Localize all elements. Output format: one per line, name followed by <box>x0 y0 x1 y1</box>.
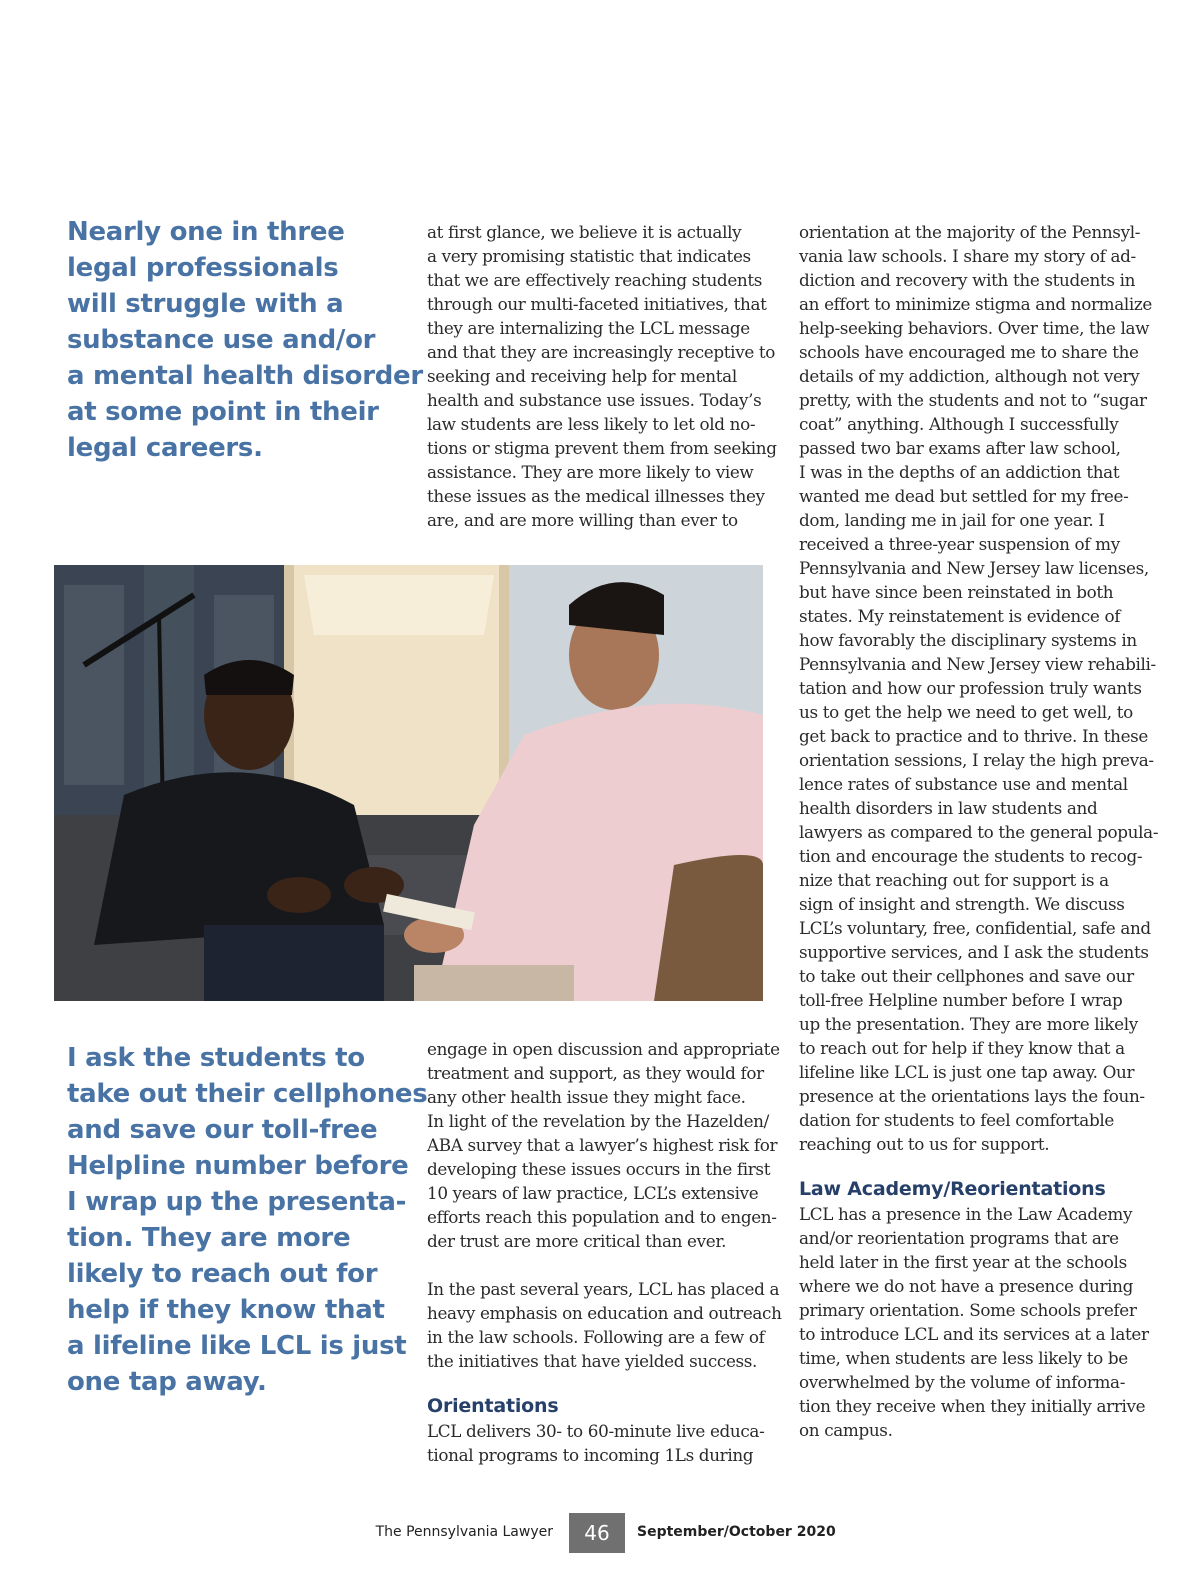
text-line: in the law schools. Following are a few of <box>427 1327 765 1347</box>
pull-quote-bottom <box>67 1040 428 1400</box>
text-line: legal careers. <box>67 433 263 463</box>
text-line: time, when students are less likely to be <box>799 1348 1128 1368</box>
text-line: details of my addiction, although not very <box>799 366 1140 386</box>
text-line: supportive services, and I ask the students <box>799 942 1149 962</box>
text-line: us to get the help we need to get well, to <box>799 702 1133 722</box>
text-line: a very promising statistic that indicates <box>427 246 751 266</box>
text-line: where we do not have a presence during <box>799 1276 1133 1296</box>
text-line: and save our toll-free <box>67 1115 378 1145</box>
text-line: are, and are more willing than ever to <box>427 510 738 530</box>
text-line: coat” anything. Although I successfully <box>799 414 1119 434</box>
text-line: through our multi-faceted initiatives, that <box>427 294 767 314</box>
text-line: to take out their cellphones and save our <box>799 966 1134 986</box>
text-line: a mental health disorder <box>67 361 423 391</box>
text-line: lence rates of substance use and mental <box>799 774 1128 794</box>
text-line: held later in the first year at the schools <box>799 1252 1127 1272</box>
law-academy-heading: Law Academy/Reorientations <box>799 1178 1106 1200</box>
page-number: 46 <box>569 1513 625 1553</box>
text-line: lifeline like LCL is just one tap away. Our <box>799 1062 1135 1082</box>
text-line: heavy emphasis on education and outreach <box>427 1303 782 1323</box>
text-line: engage in open discussion and appropriate <box>427 1039 780 1059</box>
text-line: any other health issue they might face. <box>427 1087 746 1107</box>
text-line: treatment and support, as they would for <box>427 1063 764 1083</box>
text-line: wanted me dead but settled for my free- <box>799 486 1129 506</box>
text-line: likely to reach out for <box>67 1259 378 1289</box>
text-line: health and substance use issues. Today’s <box>427 390 762 410</box>
text-line: primary orientation. Some schools prefer <box>799 1300 1137 1320</box>
pull-quote-top <box>67 214 423 466</box>
text-line: assistance. They are more likely to view <box>427 462 754 482</box>
text-line: 10 years of law practice, LCL’s extensive <box>427 1183 759 1203</box>
text-line: I was in the depths of an addiction that <box>799 462 1120 482</box>
text-line: at first glance, we believe it is actually <box>427 222 742 242</box>
page-footer <box>0 1513 1200 1553</box>
text-line: to reach out for help if they know that a <box>799 1038 1125 1058</box>
text-line: get back to practice and to thrive. In these <box>799 726 1149 746</box>
paragraph-orientation-story <box>799 220 1158 1156</box>
text-line: and/or reorientation programs that are <box>799 1228 1119 1248</box>
text-line: received a three-year suspension of my <box>799 534 1120 554</box>
text-line: I wrap up the presenta- <box>67 1187 407 1217</box>
text-line: pretty, with the students and not to “sugar <box>799 390 1147 410</box>
issue-date: September/October 2020 <box>637 1524 836 1540</box>
text-line: In light of the revelation by the Hazelden/ <box>427 1111 769 1131</box>
text-line: and that they are increasingly receptive to <box>427 342 776 362</box>
text-line: an effort to minimize stigma and normalize <box>799 294 1152 314</box>
text-line: substance use and/or <box>67 325 376 355</box>
publication-name: The Pennsylvania Lawyer <box>375 1524 553 1540</box>
text-line: sign of insight and strength. We discuss <box>799 894 1125 914</box>
column-3-text <box>799 220 1158 1442</box>
text-line: they are internalizing the LCL message <box>427 318 750 338</box>
text-line: but have since been reinstated in both <box>799 582 1114 602</box>
text-line: tation and how our profession truly wants <box>799 678 1142 698</box>
text-line: diction and recovery with the students in <box>799 270 1136 290</box>
paragraph-law-academy <box>799 1202 1158 1442</box>
text-line: In the past several years, LCL has placed a <box>427 1279 780 1299</box>
text-line: der trust are more critical than ever. <box>427 1231 727 1251</box>
text-line: tion they receive when they initially arrive <box>799 1396 1146 1416</box>
text-line: health disorders in law students and <box>799 798 1098 818</box>
text-line: that we are effectively reaching students <box>427 270 763 290</box>
text-line: nize that reaching out for support is a <box>799 870 1109 890</box>
column-2-bottom-text <box>427 1037 782 1467</box>
text-line: help if they know that <box>67 1295 385 1325</box>
text-line: I ask the students to <box>67 1043 365 1073</box>
paragraph-orientations <box>427 1419 782 1467</box>
text-line: how favorably the disciplinary systems in <box>799 630 1137 650</box>
text-line: tion. They are more <box>67 1223 351 1253</box>
text-line: these issues as the medical illnesses they <box>427 486 765 506</box>
text-line: tions or stigma prevent them from seeking <box>427 438 777 458</box>
text-line: schools have encouraged me to share the <box>799 342 1139 362</box>
text-line: legal professionals <box>67 253 339 283</box>
text-line: overwhelmed by the volume of informa- <box>799 1372 1126 1392</box>
text-line: LCL’s voluntary, free, confidential, safe and <box>799 918 1151 938</box>
text-line: up the presentation. They are more likely <box>799 1014 1138 1034</box>
text-line: reaching out to us for support. <box>799 1134 1050 1154</box>
text-line: take out their cellphones <box>67 1079 428 1109</box>
text-line: one tap away. <box>67 1367 267 1397</box>
text-line: Pennsylvania and New Jersey view rehabili- <box>799 654 1156 674</box>
text-line: lawyers as compared to the general popula- <box>799 822 1159 842</box>
text-line: toll-free Helpline number before I wrap <box>799 990 1123 1010</box>
text-line: passed two bar exams after law school, <box>799 438 1121 458</box>
text-line: Nearly one in three <box>67 217 345 247</box>
text-line: tion and encourage the students to recog- <box>799 846 1143 866</box>
text-line: dom, landing me in jail for one year. I <box>799 510 1105 530</box>
column-2-top-text <box>427 220 777 532</box>
text-line: LCL delivers 30- to 60-minute live educa- <box>427 1421 765 1441</box>
text-line: law students are less likely to let old no- <box>427 414 756 434</box>
text-line: dation for students to feel comfortable <box>799 1110 1114 1130</box>
paragraph-initiatives <box>427 1277 782 1373</box>
text-line: to introduce LCL and its services at a later <box>799 1324 1149 1344</box>
text-line: seeking and receiving help for mental <box>427 366 737 386</box>
text-line: states. My reinstatement is evidence of <box>799 606 1121 626</box>
text-line: presence at the orientations lays the foun- <box>799 1086 1145 1106</box>
text-line: LCL has a presence in the Law Academy <box>799 1204 1133 1224</box>
text-line: on campus. <box>799 1420 893 1440</box>
text-line: developing these issues occurs in the first <box>427 1159 771 1179</box>
text-line: Helpline number before <box>67 1151 409 1181</box>
text-line: efforts reach this population and to engen- <box>427 1207 777 1227</box>
article-photo <box>54 565 763 1001</box>
text-line: Pennsylvania and New Jersey law licenses, <box>799 558 1149 578</box>
text-line: orientation sessions, I relay the high preva- <box>799 750 1154 770</box>
text-line: orientation at the majority of the Pennsyl- <box>799 222 1141 242</box>
text-line: will struggle with a <box>67 289 344 319</box>
text-line: the initiatives that have yielded success. <box>427 1351 758 1371</box>
text-line: help-seeking behaviors. Over time, the law <box>799 318 1150 338</box>
text-line: a lifeline like LCL is just <box>67 1331 407 1361</box>
text-line: at some point in their <box>67 397 379 427</box>
paragraph-hazelden <box>427 1037 782 1253</box>
orientations-heading: Orientations <box>427 1395 559 1417</box>
text-line: ABA survey that a lawyer’s highest risk for <box>427 1135 778 1155</box>
text-line: tional programs to incoming 1Ls during <box>427 1445 754 1465</box>
text-line: vania law schools. I share my story of ad- <box>799 246 1136 266</box>
